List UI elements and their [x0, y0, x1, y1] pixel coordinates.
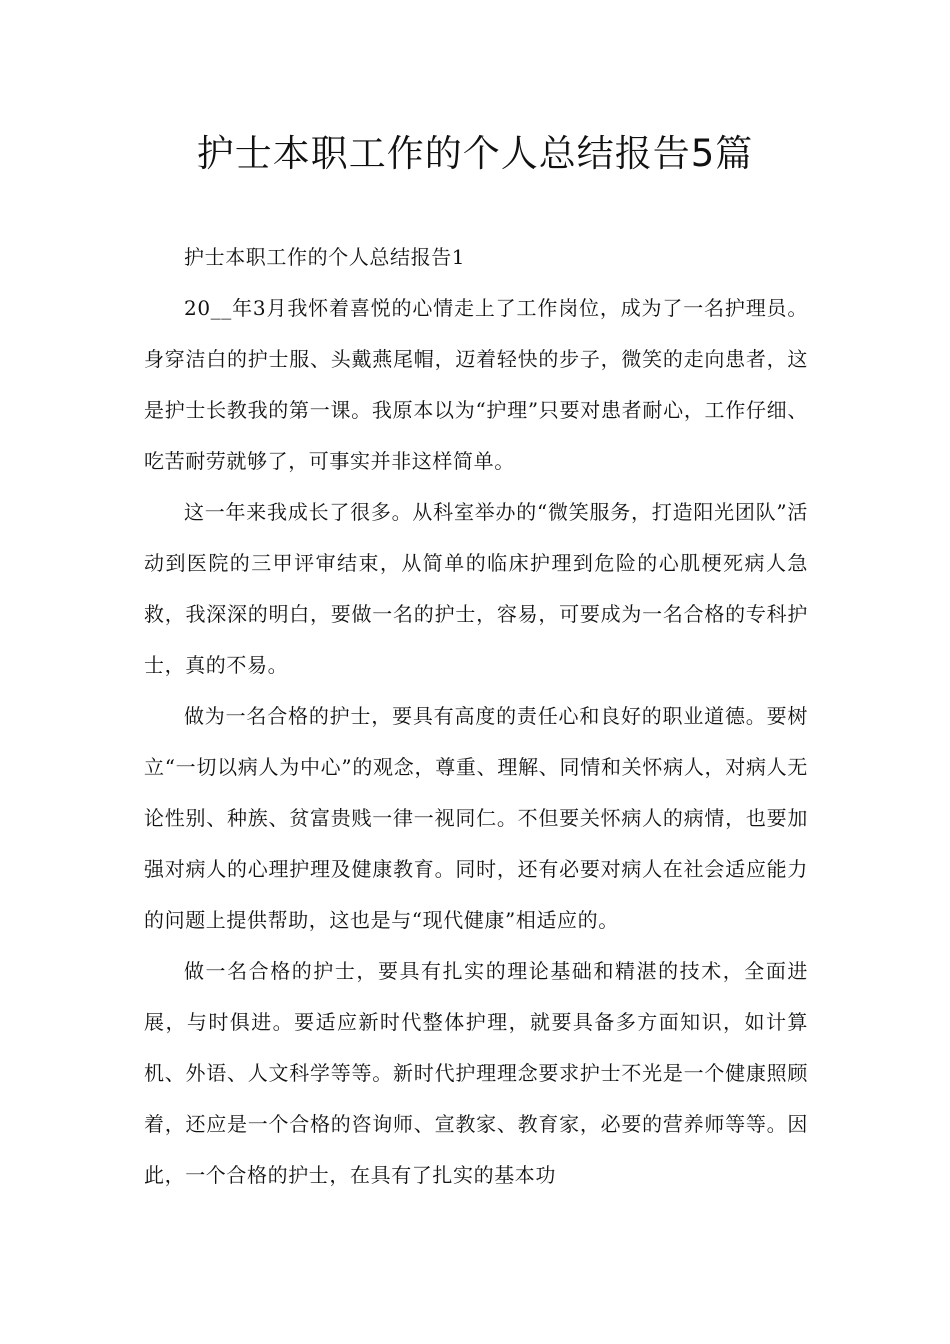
document-body	[144, 232, 808, 1201]
paragraph-1: 20__年3月我怀着喜悦的心情走上了工作岗位，成为了一名护理员。身穿洁白的护士服、头戴燕尾帽，迈着轻快的步子，微笑的走向患者，这是护士长教我的第一课。我原本以为“护理”只要对患者耐心，工作仔细、吃苦耐劳就够了，可事实并非这样简单。	[144, 296, 808, 473]
paragraph-4: 做一名合格的护士，要具有扎实的理论基础和精湛的技术，全面进展，与时俱进。要适应新时代整体护理，就要具备多方面知识，如计算机、外语、人文科学等等。新时代护理理念要求护士不光是一个健康照顾着，还应是一个合格的咨询师、宣教家、教育家，必要的营养师等等。因此，一个合格的护士，在具有了扎实的基本功	[144, 959, 808, 1187]
paragraph-2: 这一年来我成长了很多。从科室举办的“微笑服务，打造阳光团队”活动到医院的三甲评审结束，从简单的临床护理到危险的心肌梗死病人急救，我深深的明白，要做一名的护士，容易，可要成为一名合格的专科护士，真的不易。	[144, 500, 808, 677]
document-title: 护士本职工作的个人总结报告5篇	[196, 132, 754, 175]
paragraph-3: 做为一名合格的护士，要具有高度的责任心和良好的职业道德。要树立“一切以病人为中心”的观念，尊重、理解、同情和关怀病人，对病人无论性别、种族、贫富贵贱一律一视同仁。不但要关怀病人的病情，也要加强对病人的心理护理及健康教育。同时，还有必要对病人在社会适应能力的问题上提供帮助，这也是与“现代健康”相适应的。	[144, 704, 808, 932]
section-heading: 护士本职工作的个人总结报告1	[184, 245, 466, 269]
